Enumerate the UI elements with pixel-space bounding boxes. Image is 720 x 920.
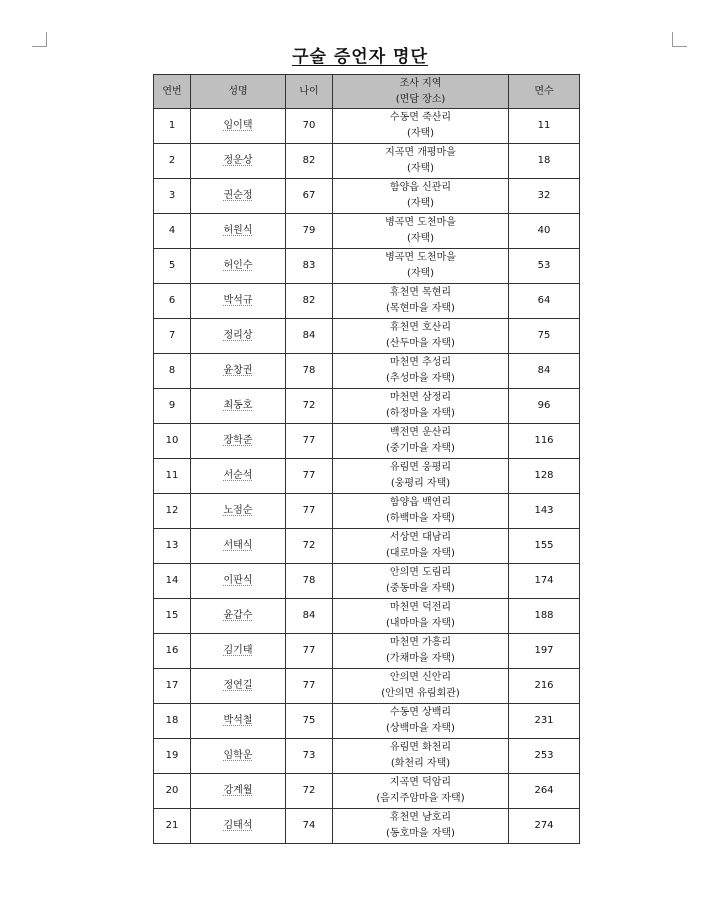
cell-age: 83 <box>286 249 333 284</box>
cell-name <box>191 249 286 284</box>
cell-no: 18 <box>154 704 191 739</box>
cell-age: 82 <box>286 284 333 319</box>
table-row <box>154 599 580 634</box>
cell-area-line2: (자택) <box>406 163 435 174</box>
cell-area-line1: 휴천면 호산리 <box>389 322 452 333</box>
cell-name-text: 임이택 <box>223 120 253 131</box>
cell-name <box>191 214 286 249</box>
table-row <box>154 354 580 389</box>
cell-name-text: 정운상 <box>223 155 253 166</box>
cell-name-text: 윤갑수 <box>223 610 253 621</box>
cell-area-line1: 마천면 추성리 <box>389 357 452 368</box>
cell-area-line1: 수동면 상백리 <box>389 707 452 718</box>
cell-area-line1: 마천면 덕전리 <box>389 602 452 613</box>
cell-area-line2: (산두마을 자택) <box>386 338 455 349</box>
cell-no: 20 <box>154 774 191 809</box>
cell-area <box>333 599 509 634</box>
cell-page: 53 <box>509 249 580 284</box>
cell-page: 197 <box>509 634 580 669</box>
cell-age: 84 <box>286 319 333 354</box>
cell-no: 4 <box>154 214 191 249</box>
cell-area-line2: (하정마을 자택) <box>386 408 455 419</box>
cell-page: 155 <box>509 529 580 564</box>
cell-name <box>191 179 286 214</box>
cell-no: 10 <box>154 424 191 459</box>
table-row <box>154 459 580 494</box>
header-name: 성명 <box>191 75 286 109</box>
cell-name <box>191 809 286 844</box>
cell-area-line2: (자택) <box>406 198 435 209</box>
table-row <box>154 319 580 354</box>
cell-page: 40 <box>509 214 580 249</box>
cell-no: 1 <box>154 109 191 144</box>
cell-page: 18 <box>509 144 580 179</box>
cell-name-text: 김기태 <box>223 645 253 656</box>
cell-area-line1: 백전면 운산리 <box>389 427 452 438</box>
cell-page: 84 <box>509 354 580 389</box>
cell-area-line1: 안의면 신안리 <box>389 672 452 683</box>
cell-age: 79 <box>286 214 333 249</box>
cell-page: 188 <box>509 599 580 634</box>
table-row <box>154 249 580 284</box>
table-row <box>154 144 580 179</box>
cell-area-line2: (중기마을 자택) <box>386 443 455 454</box>
cell-area-line2: (웅평리 자택) <box>390 478 451 489</box>
cell-no: 11 <box>154 459 191 494</box>
cell-no: 12 <box>154 494 191 529</box>
cell-area-line2: (음지주암마을 자택) <box>376 793 465 804</box>
cell-name <box>191 319 286 354</box>
cell-page: 96 <box>509 389 580 424</box>
cell-area <box>333 564 509 599</box>
header-area <box>333 75 509 109</box>
cell-age: 78 <box>286 564 333 599</box>
cell-area-line1: 휴천면 남호리 <box>389 812 452 823</box>
cell-name-text: 정리상 <box>223 330 253 341</box>
cell-page: 116 <box>509 424 580 459</box>
cell-area-line2: (동호마을 자택) <box>386 828 455 839</box>
cell-area-line1: 함양읍 백연리 <box>389 497 452 508</box>
table-header-row <box>154 75 580 109</box>
cell-page: 128 <box>509 459 580 494</box>
cell-age: 78 <box>286 354 333 389</box>
cell-area <box>333 529 509 564</box>
table-row <box>154 809 580 844</box>
cell-age: 77 <box>286 494 333 529</box>
cell-age: 74 <box>286 809 333 844</box>
cell-name-text: 윤창권 <box>223 365 253 376</box>
header-page: 면수 <box>509 75 580 109</box>
table-row <box>154 424 580 459</box>
cell-area-line1: 안의면 도림리 <box>389 567 452 578</box>
cell-area-line2: (가채마을 자택) <box>386 653 455 664</box>
cell-age: 70 <box>286 109 333 144</box>
cell-page: 174 <box>509 564 580 599</box>
table-row <box>154 669 580 704</box>
cell-name-text: 최동호 <box>223 400 253 411</box>
cell-age: 72 <box>286 389 333 424</box>
cell-area <box>333 214 509 249</box>
cell-area <box>333 634 509 669</box>
cell-area <box>333 704 509 739</box>
document-title <box>0 42 720 67</box>
cell-area-line1: 유림면 화천리 <box>389 742 452 753</box>
cell-page: 253 <box>509 739 580 774</box>
cell-name-text: 장학준 <box>223 435 253 446</box>
cell-name-text: 강계월 <box>223 785 253 796</box>
cell-name <box>191 774 286 809</box>
cell-area <box>333 354 509 389</box>
cell-no: 21 <box>154 809 191 844</box>
cell-age: 75 <box>286 704 333 739</box>
cell-no: 3 <box>154 179 191 214</box>
cell-area-line1: 휴천면 목현리 <box>389 287 452 298</box>
cell-area <box>333 319 509 354</box>
cell-page: 231 <box>509 704 580 739</box>
cell-age: 73 <box>286 739 333 774</box>
document-title-text: 구술 증언자 명단 <box>292 47 428 67</box>
cell-no: 9 <box>154 389 191 424</box>
cell-area-line2: (상백마을 자택) <box>386 723 455 734</box>
cell-name-text: 박석규 <box>223 295 253 306</box>
cell-page: 274 <box>509 809 580 844</box>
cell-area-line2: (자택) <box>406 233 435 244</box>
cell-age: 72 <box>286 774 333 809</box>
cell-area-line2: (자택) <box>406 128 435 139</box>
cell-area-line1: 마천면 삼정리 <box>389 392 452 403</box>
cell-age: 77 <box>286 424 333 459</box>
cell-area-line2: (중동마을 자택) <box>386 583 455 594</box>
cell-area-line2: (안의면 유림회관) <box>381 688 460 699</box>
cell-area <box>333 144 509 179</box>
cell-name-text: 권순정 <box>223 190 253 201</box>
cell-name-text: 서순석 <box>223 470 253 481</box>
cell-area-line1: 수동면 죽산리 <box>389 112 452 123</box>
cell-area-line1: 지곡면 개평마을 <box>385 147 456 158</box>
header-area-line1: 조사 지역 <box>399 77 442 89</box>
cell-age: 72 <box>286 529 333 564</box>
cell-age: 82 <box>286 144 333 179</box>
cell-no: 6 <box>154 284 191 319</box>
header-age: 나이 <box>286 75 333 109</box>
cell-area-line2: (대로마을 자택) <box>386 548 455 559</box>
cell-name-text: 정연길 <box>223 680 253 691</box>
cell-page: 64 <box>509 284 580 319</box>
cell-area <box>333 179 509 214</box>
table-row <box>154 494 580 529</box>
cell-name-text: 이판식 <box>223 575 253 586</box>
cell-area <box>333 424 509 459</box>
cell-name-text: 노점순 <box>223 505 253 516</box>
cell-no: 15 <box>154 599 191 634</box>
cell-no: 2 <box>154 144 191 179</box>
witness-list-table <box>153 74 580 844</box>
cell-name <box>191 389 286 424</box>
cell-area-line1: 서상면 대남리 <box>389 532 452 543</box>
cell-area <box>333 284 509 319</box>
cell-area <box>333 389 509 424</box>
table-row <box>154 704 580 739</box>
cell-area-line2: (목현마을 자택) <box>386 303 455 314</box>
cell-page: 264 <box>509 774 580 809</box>
cell-area <box>333 459 509 494</box>
cell-age: 84 <box>286 599 333 634</box>
table-row <box>154 774 580 809</box>
cell-area-line2: (내마마을 자택) <box>386 618 455 629</box>
cell-area <box>333 809 509 844</box>
cell-area-line1: 마천면 가흥리 <box>389 637 452 648</box>
cell-name <box>191 739 286 774</box>
cell-area <box>333 109 509 144</box>
cell-area-line2: (화천리 자택) <box>390 758 451 769</box>
cell-area-line2: (자택) <box>406 268 435 279</box>
cell-page: 216 <box>509 669 580 704</box>
cell-area <box>333 494 509 529</box>
table-row <box>154 179 580 214</box>
header-area-line2: (면담 장소) <box>395 93 446 105</box>
cell-name-text: 박석철 <box>223 715 253 726</box>
cell-no: 5 <box>154 249 191 284</box>
cell-no: 14 <box>154 564 191 599</box>
cell-name <box>191 109 286 144</box>
cell-name-text: 김태석 <box>223 820 253 831</box>
cell-age: 77 <box>286 634 333 669</box>
cell-name <box>191 599 286 634</box>
cell-name <box>191 704 286 739</box>
cell-no: 13 <box>154 529 191 564</box>
table-row <box>154 529 580 564</box>
cell-page: 32 <box>509 179 580 214</box>
cell-name <box>191 144 286 179</box>
cell-area-line1: 병곡면 도천마을 <box>385 217 456 228</box>
cell-no: 16 <box>154 634 191 669</box>
table-row <box>154 564 580 599</box>
cell-name <box>191 459 286 494</box>
table-row <box>154 214 580 249</box>
cell-no: 17 <box>154 669 191 704</box>
cell-area-line2: (추성마을 자택) <box>386 373 455 384</box>
cell-name <box>191 634 286 669</box>
cell-name-text: 서태식 <box>223 540 253 551</box>
cell-age: 77 <box>286 459 333 494</box>
cell-name <box>191 669 286 704</box>
table-row <box>154 739 580 774</box>
cell-age: 67 <box>286 179 333 214</box>
cell-area <box>333 774 509 809</box>
table-row <box>154 109 580 144</box>
table-row <box>154 389 580 424</box>
cell-age: 77 <box>286 669 333 704</box>
cell-area <box>333 669 509 704</box>
cell-area-line2: (하백마을 자택) <box>386 513 455 524</box>
cell-area-line1: 병곡면 도천마을 <box>385 252 456 263</box>
cell-name <box>191 284 286 319</box>
cell-area-line1: 함양읍 신관리 <box>389 182 452 193</box>
cell-area <box>333 739 509 774</box>
cell-name <box>191 529 286 564</box>
header-no: 연번 <box>154 75 191 109</box>
cell-no: 8 <box>154 354 191 389</box>
cell-name-text: 허원식 <box>223 225 253 236</box>
cell-no: 19 <box>154 739 191 774</box>
table-row <box>154 284 580 319</box>
cell-page: 143 <box>509 494 580 529</box>
cell-area <box>333 249 509 284</box>
cell-name-text: 임학운 <box>223 750 253 761</box>
cell-name <box>191 354 286 389</box>
cell-name <box>191 564 286 599</box>
table-row <box>154 634 580 669</box>
cell-name <box>191 424 286 459</box>
cell-area-line1: 지곡면 덕암리 <box>389 777 452 788</box>
cell-page: 11 <box>509 109 580 144</box>
cell-name <box>191 494 286 529</box>
cell-page: 75 <box>509 319 580 354</box>
cell-area-line1: 유림면 웅평리 <box>389 462 452 473</box>
cell-no: 7 <box>154 319 191 354</box>
cell-name-text: 허인수 <box>223 260 253 271</box>
